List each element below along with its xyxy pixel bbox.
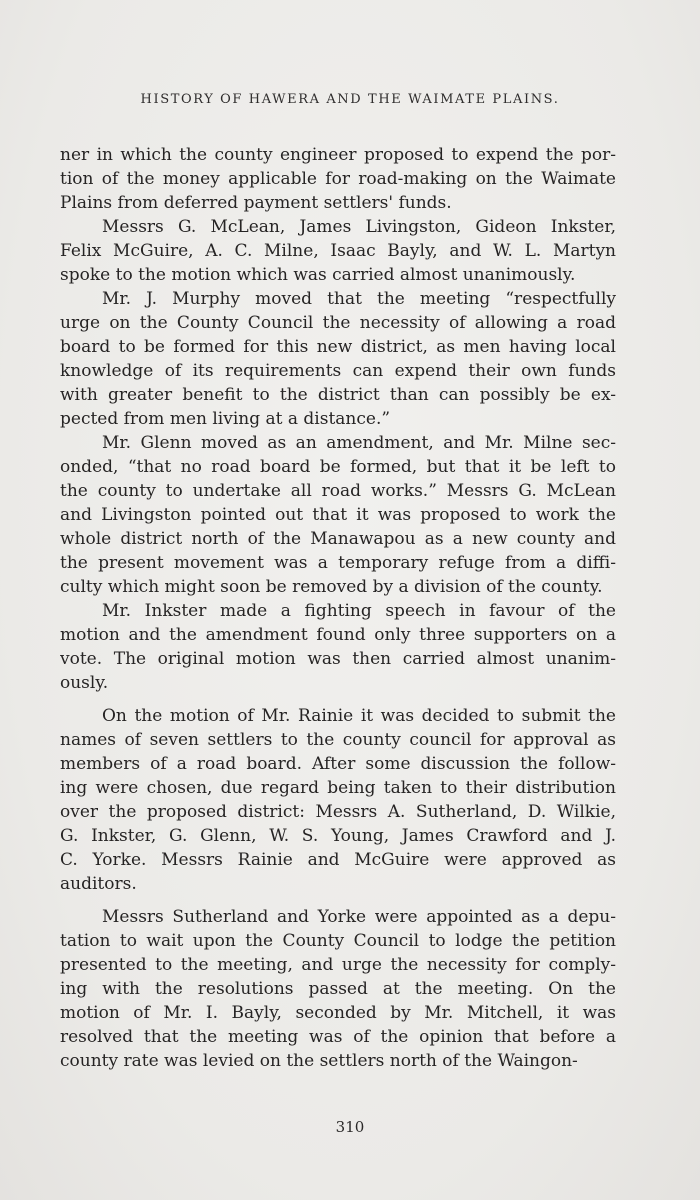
paragraph [60,215,616,287]
page-number: 310 [335,1118,365,1136]
text-line: the county to undertake all road works.” Messrs G. McLean [60,481,616,501]
text-line: Messrs Sutherland and Yorke were appointed as a depu- [102,907,616,927]
text-line: Felix McGuire, A. C. Milne, Isaac Bayly, and W. L. Martyn [60,241,616,261]
paragraph [60,704,616,896]
text-line: ously. [60,673,109,693]
text-line: tion of the money applicable for road-making on the Waimate [60,169,616,189]
paragraph [60,143,616,215]
text-line: urge on the County Council the necessity of allowing a road [60,313,616,333]
text-line: culty which might soon be removed by a division of the county. [60,577,603,597]
body-text [60,143,616,1073]
paragraph [60,287,616,431]
paragraph [60,599,616,695]
text-line: over the proposed district: Messrs A. Sutherland, D. Wilkie, [60,802,616,822]
text-line: the present movement was a temporary refuge from a diffi- [60,553,616,573]
text-line: Mr. J. Murphy moved that the meeting “respectfully [102,289,616,309]
text-line: G. Inkster, G. Glenn, W. S. Young, James Crawford and J. [60,826,616,846]
text-line: Mr. Inkster made a fighting speech in favour of the [102,601,616,621]
text-line: presented to the meeting, and urge the necessity for comply- [60,955,616,975]
text-line: vote. The original motion was then carried almost unanim- [60,649,616,669]
text-line: members of a road board. After some discussion the follow- [60,754,616,774]
text-line: On the motion of Mr. Rainie it was decided to submit the [102,706,616,726]
text-line: with greater benefit to the district than can possibly be ex- [60,385,616,405]
text-line: Messrs G. McLean, James Livingston, Gideon Inkster, [102,217,616,237]
text-line: onded, “that no road board be formed, but that it be left to [60,457,616,477]
paragraph [60,905,616,1073]
paragraph-gap [60,695,616,704]
text-line: ner in which the county engineer proposed to expend the por- [60,145,616,165]
text-line: and Livingston pointed out that it was proposed to work the [60,505,616,525]
text-line: ing with the resolutions passed at the meeting. On the [60,979,616,999]
text-line: resolved that the meeting was of the opinion that before a [60,1027,616,1047]
text-line: names of seven settlers to the county council for approval as [60,730,616,750]
running-head: HISTORY OF HAWERA AND THE WAIMATE PLAINS. [140,92,560,107]
text-line: ing were chosen, due regard being taken to their distribution [60,778,616,798]
text-line: motion and the amendment found only three supporters on a [60,625,616,645]
text-line: tation to wait upon the County Council to lodge the petition [60,931,616,951]
text-line: knowledge of its requirements can expend their own funds [60,361,616,381]
text-line: Plains from deferred payment settlers' funds. [60,193,452,213]
text-line: whole district north of the Manawapou as a new county and [60,529,616,549]
text-line: board to be formed for this new district, as men having local [60,337,616,357]
text-line: Mr. Glenn moved as an amendment, and Mr. Milne sec- [102,433,616,453]
text-line: auditors. [60,874,137,894]
paragraph-gap [60,896,616,905]
paragraph [60,431,616,599]
text-line: spoke to the motion which was carried almost unanimously. [60,265,576,285]
text-line: county rate was levied on the settlers north of the Waingon- [60,1051,578,1071]
text-line: pected from men living at a distance.” [60,409,391,429]
text-line: C. Yorke. Messrs Rainie and McGuire were approved as [60,850,616,870]
text-line: motion of Mr. I. Bayly, seconded by Mr. Mitchell, it was [60,1003,616,1023]
